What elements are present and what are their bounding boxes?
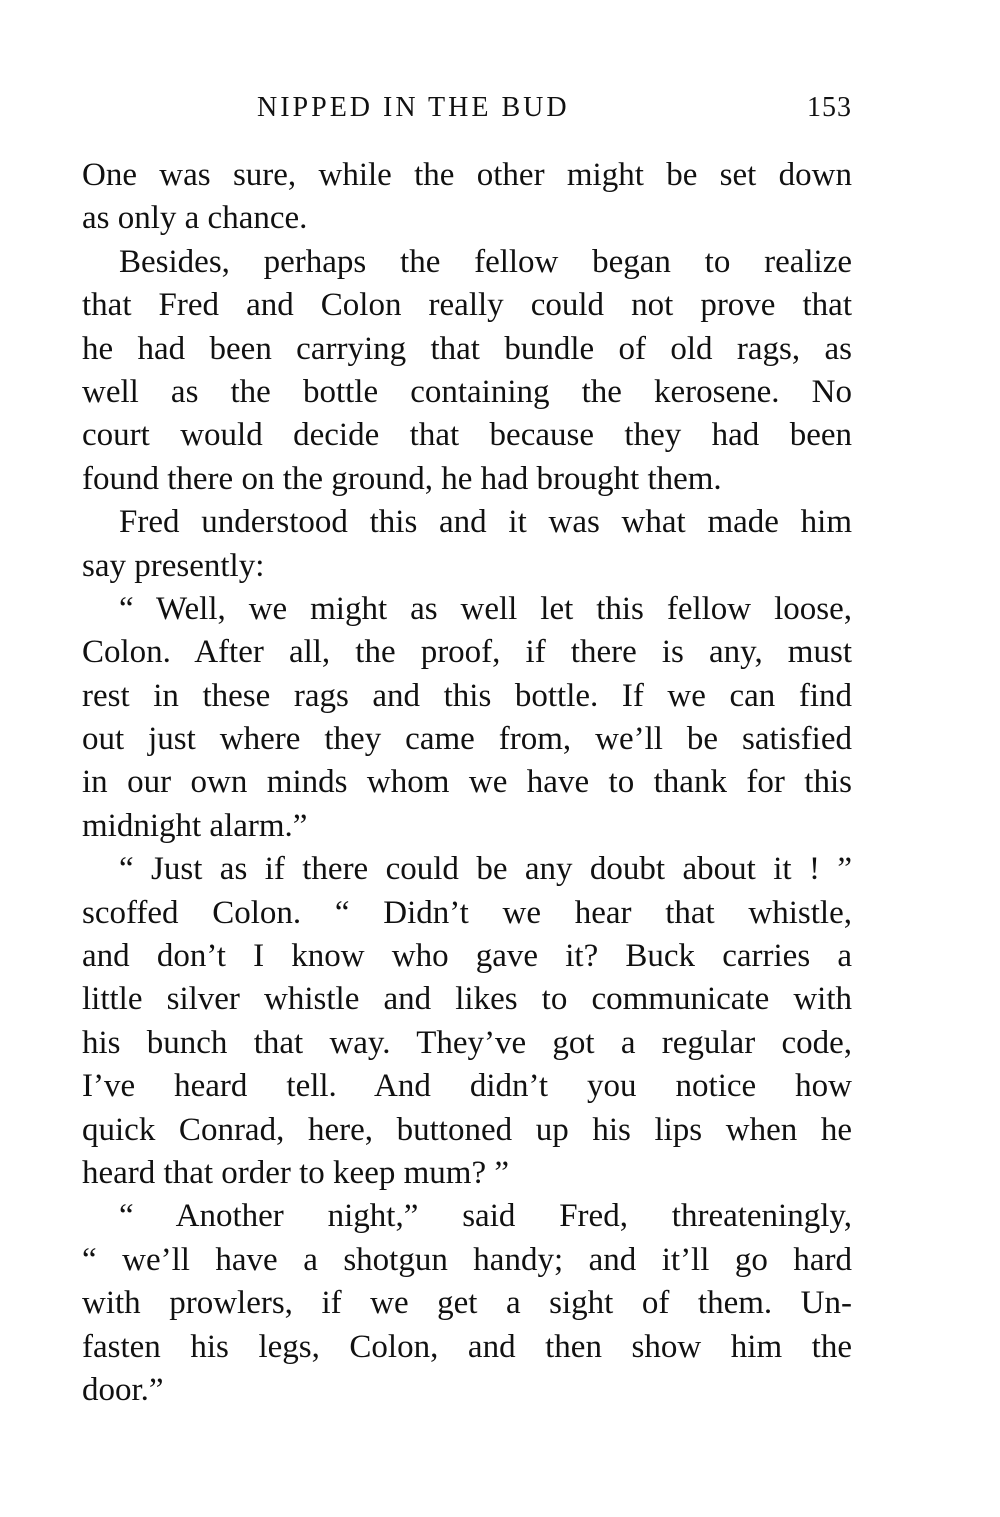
body-text <box>82 154 852 1412</box>
running-head <box>82 88 852 128</box>
text-line: scoffed Colon. “ Didn’t we hear that whistle, <box>82 894 852 931</box>
text-line: Colon. After all, the proof, if there is any, must <box>82 634 852 671</box>
text-line: midnight alarm.” <box>82 807 308 844</box>
text-line: “ Just as if there could be any doubt about it ! ” <box>119 851 852 888</box>
text-line: quick Conrad, here, buttoned up his lips when he <box>82 1111 852 1148</box>
text-line: “ Another night,” said Fred, threateningly, <box>119 1198 852 1235</box>
text-line: I’ve heard tell. And didn’t you notice how <box>82 1068 852 1105</box>
text-line: with prowlers, if we get a sight of them. Un- <box>82 1285 852 1322</box>
text-line: “ we’ll have a shotgun handy; and it’ll go hard <box>82 1241 852 1278</box>
text-line: rest in these rags and this bottle. If we can find <box>82 677 852 714</box>
running-title: NIPPED IN THE BUD <box>257 92 570 123</box>
text-line: heard that order to keep mum? ” <box>82 1154 509 1191</box>
text-line: as only a chance. <box>82 200 308 237</box>
text-line: fasten his legs, Colon, and then show him the <box>82 1328 852 1365</box>
text-line: Fred understood this and it was what made him <box>119 504 852 541</box>
text-line: door.” <box>82 1371 164 1408</box>
text-line: court would decide that because they had been <box>82 417 852 454</box>
text-line: “ Well, we might as well let this fellow loose, <box>119 590 852 627</box>
text-line: he had been carrying that bundle of old rags, as <box>82 330 852 367</box>
text-line: his bunch that way. They’ve got a regular code, <box>82 1024 852 1061</box>
text-line: well as the bottle containing the kerosene. No <box>82 373 852 410</box>
text-line: found there on the ground, he had brought them. <box>82 460 722 497</box>
page-number: 153 <box>807 92 852 123</box>
text-line: and don’t I know who gave it? Buck carries a <box>82 938 852 975</box>
text-line: out just where they came from, we’ll be satisfied <box>82 721 852 758</box>
text-line: in our own minds whom we have to thank for this <box>82 764 852 801</box>
text-line: say presently: <box>82 547 265 584</box>
text-line: Besides, perhaps the fellow began to realize <box>119 243 852 280</box>
text-line: little silver whistle and likes to communicate with <box>82 981 852 1018</box>
text-line: that Fred and Colon really could not prove that <box>82 287 852 324</box>
text-line: One was sure, while the other might be set down <box>82 157 852 193</box>
